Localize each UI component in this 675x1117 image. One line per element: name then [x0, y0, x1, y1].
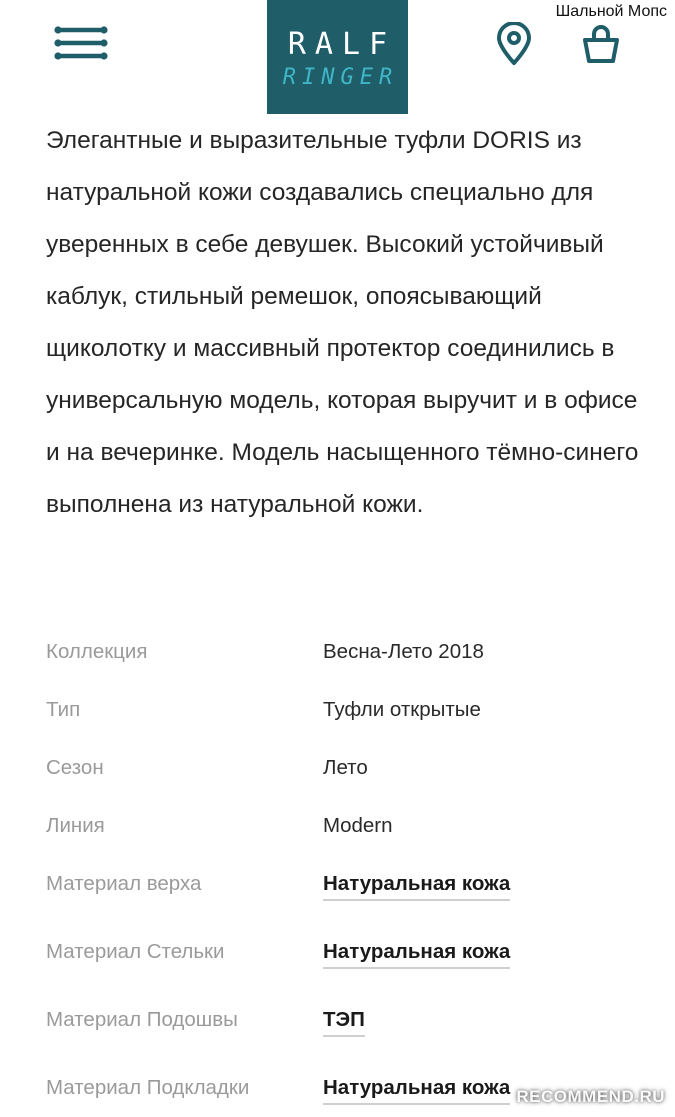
spec-label: Сезон: [46, 756, 104, 779]
product-description: [46, 114, 646, 531]
spec-value-link[interactable]: Натуральная кожа: [323, 872, 510, 901]
spec-label: Тип: [46, 698, 81, 721]
spec-row-line: [46, 814, 646, 854]
site-header: [0, 0, 675, 114]
map-pin-icon: [494, 22, 534, 66]
spec-value-link[interactable]: Натуральная кожа: [323, 940, 510, 969]
spec-label: Материал верха: [46, 872, 202, 895]
username-label: Шальной Мопс: [555, 3, 667, 20]
cart-button[interactable]: [581, 24, 621, 64]
spec-value-link[interactable]: Натуральная кожа: [323, 1076, 510, 1105]
spec-value: Modern: [323, 814, 393, 837]
spec-row-insole-material: [46, 940, 646, 980]
spec-row-collection: [46, 640, 646, 680]
description-text: Элегантные и выразительные туфли DORIS из натуральной кожи создавались специально для уверенных в себе девушек. Высокий устойчивый каблук, стильный ремешок, опоясывающий щиколотку и массивный протектор соединились в универсальную модель, которая выручит и в офисе и на вечеринке. Модель насыщенного тёмно-синего выполнена из натуральной кожи.: [46, 127, 639, 518]
spec-label: Материал Подошвы: [46, 1008, 238, 1031]
spec-label: Материал Подкладки: [46, 1076, 250, 1099]
spec-row-sole-material: [46, 1008, 646, 1048]
spec-label: Линия: [46, 814, 105, 837]
spec-value-link[interactable]: ТЭП: [323, 1008, 365, 1037]
store-locator-button[interactable]: [494, 22, 534, 66]
menu-button[interactable]: [52, 22, 108, 64]
shopping-bag-icon: [581, 24, 621, 64]
spec-row-type: [46, 698, 646, 738]
spec-value: Туфли открытые: [323, 698, 481, 721]
logo-line-2: RINGER: [282, 65, 399, 90]
spec-value: Лето: [323, 756, 368, 779]
spec-row-upper-material: [46, 872, 646, 912]
watermark: RECOMMEND.RU: [516, 1087, 665, 1106]
brand-logo[interactable]: [267, 0, 408, 114]
spec-label: Материал Стельки: [46, 940, 225, 963]
logo-line-1: RALF: [287, 27, 397, 62]
spec-value: Весна-Лето 2018: [323, 640, 484, 663]
hamburger-menu-icon: [52, 22, 108, 64]
spec-label: Коллекция: [46, 640, 148, 663]
spec-row-season: [46, 756, 646, 796]
